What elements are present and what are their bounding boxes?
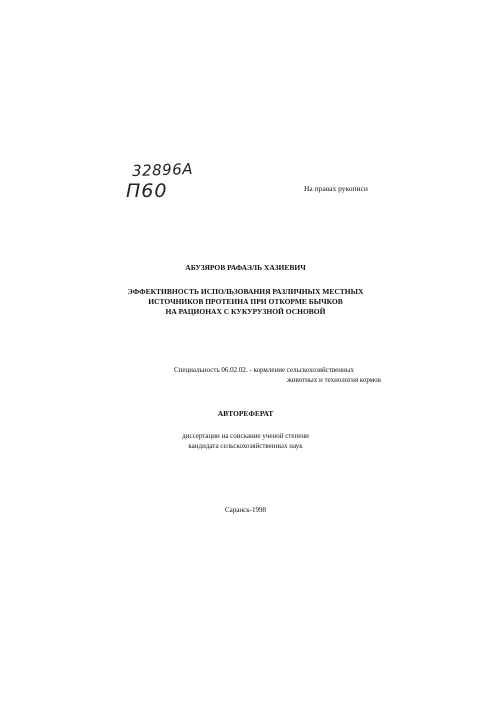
thesis-title xyxy=(0,287,491,317)
specialty-line-1: Специальность 06.02.02. - кормление сельскохозяйственных xyxy=(174,366,354,374)
dissertation-line: диссертации на соискание ученой степени xyxy=(182,432,309,440)
author-name: АБУЗЯРОВ РАФАЭЛЬ ХАЗИЕВИЧ xyxy=(185,263,306,272)
rights-note: На правах рукописи xyxy=(304,184,368,193)
document-type: АВТОРЕФЕРАТ xyxy=(217,409,274,418)
dissertation-line: кандидата сельскохозяйственных наук xyxy=(188,442,303,450)
title-line: ЭФФЕКТИВНОСТЬ ИСПОЛЬЗОВАНИЯ РАЗЛИЧНЫХ МЕСТНЫХ xyxy=(127,287,364,296)
place-year: Саранск-1998 xyxy=(225,506,266,514)
handwritten-mark: П60 xyxy=(126,180,168,202)
title-line: НА РАЦИОНАХ С КУКУРУЗНОЙ ОСНОВОЙ xyxy=(165,307,326,316)
specialty xyxy=(174,365,381,385)
handwritten-code: 32896А xyxy=(131,159,194,181)
dissertation-note xyxy=(0,431,491,451)
specialty-line-2: животных и технология кормов xyxy=(287,376,381,384)
title-line: ИСТОЧНИКОВ ПРОТЕИНА ПРИ ОТКОРМЕ БЫЧКОВ xyxy=(148,297,343,306)
